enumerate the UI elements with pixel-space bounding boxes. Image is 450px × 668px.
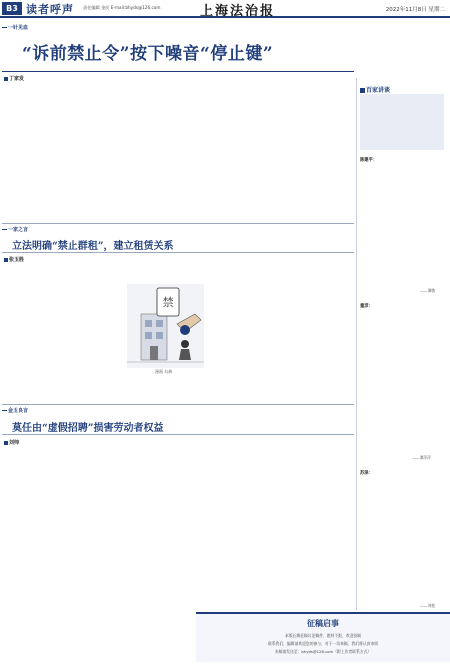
- svg-text:禁: 禁: [162, 296, 174, 309]
- article2-column-2: [89, 256, 169, 284]
- byline-article3: [4, 439, 19, 446]
- sidebar-separator: [356, 78, 357, 610]
- headline-article3: 莫任由“虚假招聘”损害劳动者权益: [12, 423, 164, 434]
- square-bullet-icon: [4, 77, 8, 81]
- byline-text: 丁家发: [9, 76, 25, 82]
- square-bullet-icon: [4, 258, 8, 262]
- headline-article1: “诉前禁止令”按下噪音“停止键”: [22, 44, 274, 64]
- sidebar-entry-body: [360, 310, 444, 450]
- article1-column-1: [4, 83, 82, 220]
- byline-article2: [4, 256, 24, 263]
- kicker-article2: 一家之言: [2, 226, 28, 233]
- article3-column-2: [89, 439, 169, 662]
- page-number-badge: B3: [2, 2, 22, 15]
- article3-column-3: [176, 439, 261, 609]
- sidebar-signature: ——谭萍萍: [412, 455, 431, 460]
- cartoon-illustration: [127, 284, 204, 368]
- article2-column-5: [267, 256, 352, 401]
- sidebar-entry-body: [360, 164, 444, 284]
- square-bullet-icon: [360, 88, 365, 93]
- divider: [2, 404, 354, 405]
- divider: [2, 434, 354, 435]
- article1-column-2: [89, 75, 169, 220]
- sidebar-author: 童彦：: [360, 304, 373, 309]
- sidebar-signature: ——谭敏: [420, 288, 436, 293]
- cartoon-caption: 漫画 勾犇: [155, 369, 173, 374]
- sidebar-intro: [360, 94, 444, 150]
- call-for-submissions-line: 联系我们，编辑部欢迎您的参与，对于一切来稿，我们将认真审阅: [267, 641, 379, 646]
- headline-article2: 立法明确“禁止群租”，建立租赁关系: [12, 241, 174, 252]
- square-bullet-icon: [4, 441, 8, 445]
- sidebar-header-text: 百家讲谈: [366, 87, 391, 94]
- byline-article1: [4, 75, 24, 82]
- article3-column-1: [4, 447, 82, 662]
- article2-column-3: [89, 375, 169, 401]
- call-for-submissions-line: 本版长期征稿议论稿件，题材不限，欢迎投稿: [285, 633, 361, 638]
- section-name: 读者呼声: [26, 3, 74, 16]
- sidebar-signature: ——刘栓: [420, 603, 436, 608]
- sidebar-entry-body: [360, 477, 444, 602]
- editor-info: 责任编辑 金民 E-mail:bhyds@126.com: [83, 5, 161, 10]
- newspaper-logo: 上海法治报: [200, 4, 276, 19]
- byline-text: 张玉胜: [9, 257, 25, 263]
- issue-date: 2022年11月8日 星期二: [385, 7, 445, 13]
- kicker-article3: 金玉良言: [2, 407, 28, 414]
- article3-column-4: [267, 439, 352, 609]
- divider: [2, 71, 354, 72]
- sidebar-author: 陈建平：: [360, 158, 378, 163]
- byline-text: 刘帅: [9, 440, 20, 446]
- divider: [2, 252, 354, 253]
- call-for-submissions-title: 征稿启事: [307, 618, 339, 628]
- kicker-article1: 一针见血: [2, 24, 28, 31]
- article2-column-1: [4, 264, 82, 401]
- article1-column-3: [176, 75, 261, 220]
- divider: [2, 223, 354, 224]
- article1-column-4: [267, 75, 352, 220]
- call-for-submissions-box: [196, 612, 450, 662]
- sidebar-header: [360, 85, 390, 94]
- call-for-submissions-line: 来稿请发送至：bhyds@126.com（附上作者联系方式）: [274, 649, 372, 654]
- article2-column-4: [176, 375, 261, 401]
- sidebar-author: 苏泽：: [360, 471, 373, 476]
